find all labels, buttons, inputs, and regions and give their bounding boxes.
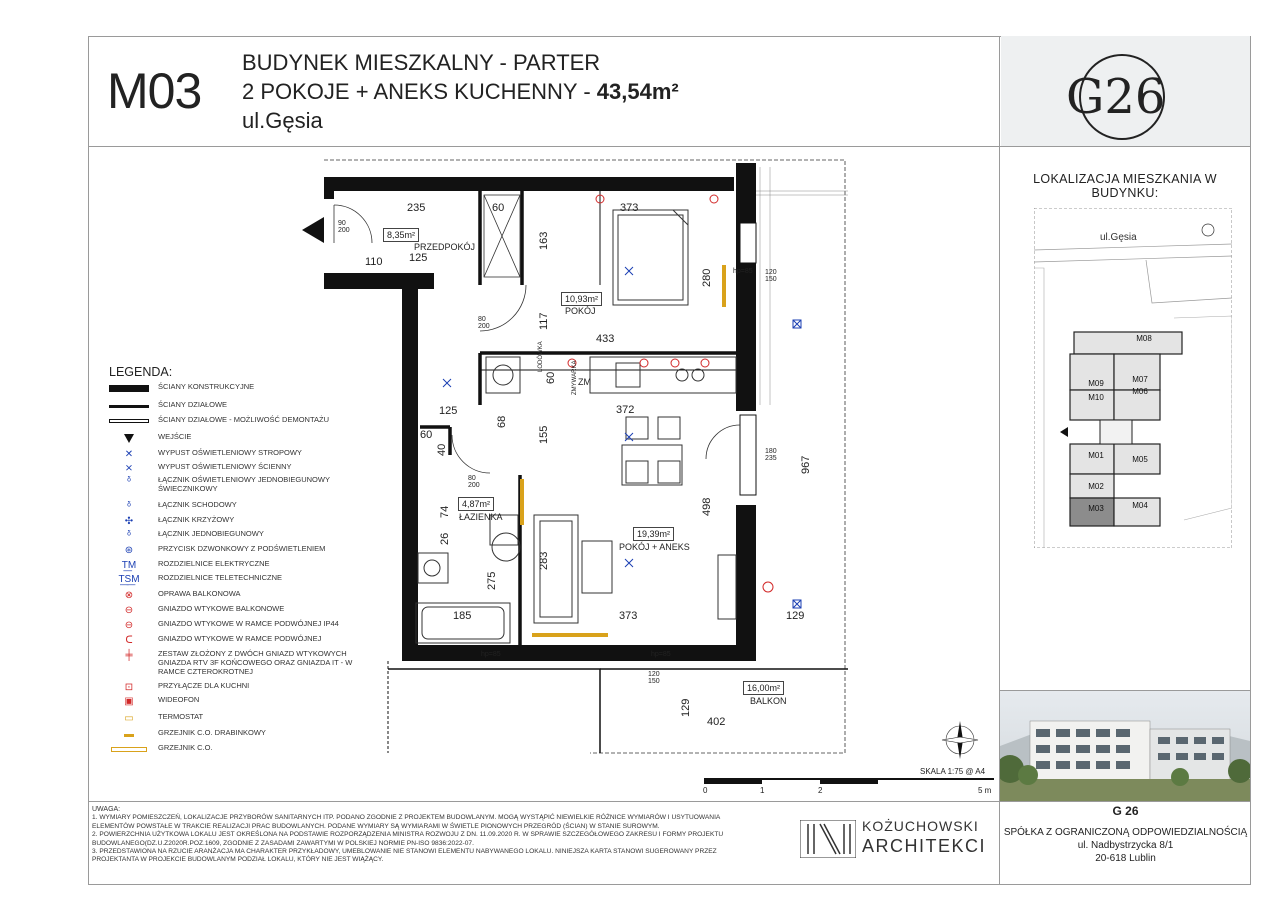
notes-line: 1. WYMIARY POMIESZCZEŃ, LOKALIZACJE PRZYBORÓW SANITARNYCH ITP. PODANO ZGODNIE Z PROJEKTEM BUDOWLANYM. MOGĄ WYSTĄPIĆ NIEWIELKIE RÓŻNICE WYMIARÓW I USYTUOWANIA [92,814,721,822]
unit-label-m06: M06 [1132,387,1148,396]
partition-walls [420,191,740,645]
thermostat-icon: ▭ [124,712,134,724]
building-render-image [1000,691,1250,801]
company-type: SPÓŁKA Z OGRANICZONĄ ODPOWIEDZIALNOŚCIĄ [1003,827,1248,838]
dim-40: 40 [436,443,448,456]
room-area-box: 10,93m² [561,292,602,306]
dim-967: 967 [800,455,812,474]
compass-rose [930,715,990,765]
socket-set-icon: ╪ [125,649,133,661]
dim-129-balcony: 129 [680,698,692,717]
company-city: 20-618 Lublin [1095,853,1156,864]
unit-label-m02: M02 [1088,482,1104,491]
balcony-name: BALKON [750,696,787,706]
architect-logo-mark [800,820,856,858]
room-name: POKÓJ [565,306,596,316]
scale-bar [704,778,996,786]
legend-label: ŁĄCZNIK KRZYŻOWY [158,515,235,524]
legend-label: GNIAZDO WTYKOWE W RAMCE PODWÓJNEJ [158,634,322,643]
socket-ip44-icon: ⊖ [124,619,134,631]
telecom-board-icon: T͟S͟M [118,573,140,585]
building-units [1070,332,1182,526]
dim-402: 402 [707,716,726,728]
unit-label-m04: M04 [1132,501,1148,510]
g26-logo [1040,45,1200,140]
ladder-radiator-icon: ▬ [124,728,134,740]
legend-label: GRZEJNIK C.O. DRABINKOWY [158,728,266,737]
dishwasher-label: ZMYWARKA [572,360,578,395]
door-swings [334,205,740,473]
dim-110: 110 [365,256,383,268]
footer-divider [88,801,1251,802]
bed [613,210,688,305]
removable-wall-icon [109,415,149,427]
legend-label: PRZYŁĄCZE DLA KUCHNI [158,681,250,690]
dim-163: 163 [538,231,550,250]
legend-label: OPRAWA BALKONOWA [158,589,241,598]
kitchen-connection-icon: ⊡ [124,681,134,693]
notes-line: 3. PRZEDSTAWIONA NA RZUCIE ARANŻACJA MA CHARAKTER PRZYKŁADOWY, UMEBLOWANIE NIE STANOWI ELEMENTU NABYWANEGO LOKALU. NINIEJSZA KARTA STANOWI SUGEROWANY PRZEZ [92,848,717,856]
window-120-150: 120 150 [765,269,777,283]
dining-table [622,417,682,485]
plan-entrance-marker [302,217,324,243]
legend-label: GRZEJNIK C.O. [158,743,213,752]
balcony-hatch [756,167,848,405]
unit-label-m05: M05 [1132,455,1148,464]
radiator-icon [109,743,149,755]
notes-line: PROJEKTANTA W PROJEKCIE BUDOWLANYM PODZIAŁ LOKALU, KTÓRY NIE JEST WIĄŻĄCY. [92,856,384,864]
dim-185: 185 [453,610,472,622]
architect-name-1: KOŻUCHOWSKI [862,818,979,834]
dim-280: 280 [701,268,713,287]
dim-125-kitchen: 125 [439,405,458,417]
hall-area-box: 8,35m² [383,228,419,242]
site-street-label: ul.Gęsia [1100,232,1137,243]
single-switch-icon: ᵟ [127,475,131,487]
dim-117: 117 [538,312,550,330]
header-divider [88,146,1251,147]
scale-tick-1: 1 [760,786,765,795]
company-block [1001,805,1250,865]
videophone-icon: ▣ [124,695,134,707]
site-entrance-marker [1060,427,1068,437]
dim-125-hall: 125 [409,252,428,264]
dim-373-living: 373 [619,610,638,622]
double-socket-icon: ᑕ [125,634,133,646]
balcony-socket-icon: ⊖ [124,604,134,616]
dim-60-closet: 60 [492,202,505,214]
structural-wall-icon [109,382,149,394]
location-site-plan [1034,208,1232,548]
legend-label: WYPUST OŚWIETLENIOWY STROPOWY [158,448,302,457]
notes-line: BUDOWLANEGO(DZ.U.Z2020R.POZ.1609, ZGODNIE Z ZASADAMI ZAWARTYMI W POLSKIEJ NORMIE PN-ISO 9836:2022-07. [92,839,474,847]
legend-label: ŁĄCZNIK JEDNOBIEGUNOWY [158,529,264,538]
bath-name: ŁAZIENKA [459,512,503,522]
dim-68: 68 [496,415,508,428]
scale-tick-0: 0 [703,786,708,795]
ceiling-light-x-icon: ✕ [124,448,134,460]
hp85-room: hp=85 [733,268,753,275]
location-title: LOKALIZACJA MIESZKANIA W BUDYNKU: [1033,172,1217,200]
tv-cabinet [718,555,736,619]
hp85-bath: hp=85 [481,651,501,658]
legend-label: ŁĄCZNIK OŚWIETLENIOWY JEDNOBIEGUNOWY ŚWIECZNIKOWY [158,475,330,493]
radiators [520,265,726,637]
legend-label: ŁĄCZNIK SCHODOWY [158,500,237,509]
dim-275: 275 [486,571,498,590]
dim-129-right: 129 [786,610,805,622]
dim-283: 283 [538,551,550,570]
unit-label-m10: M10 [1088,393,1104,402]
dim-74: 74 [439,505,451,518]
stair-core [1100,420,1132,444]
dim-235: 235 [407,202,426,214]
unit-block-m07 [1114,354,1160,390]
notes-line: 2. POWIERZCHNIA UŻYTKOWA LOKALU JEST OKREŚLONA NA PODSTAWIE ROZPORZĄDZENIA MINISTRA ROZWOJU Z DN. 11.09.2020 R. W SPRAWIE SZCZEGÓŁOWEGO ZAKRESU I FORMY PROJEKTU [92,831,724,839]
dim-373-room: 373 [620,202,639,214]
unit-block-m08 [1074,332,1182,354]
cross-switch-icon: ✣ [124,515,134,527]
legend-label: GNIAZDO WTYKOWE BALKONOWE [158,604,285,613]
door-80-200-room: 80 200 [478,316,490,330]
legend-label: WIDEOFON [158,695,200,704]
stair-switch-icon: ᵟ [127,500,131,512]
dim-372: 372 [616,404,635,416]
legend-label: TERMOSTAT [158,712,204,721]
legend-label: WEJŚCIE [158,432,192,441]
balcony-area-box: 16,00m² [743,681,784,695]
scale-tick-5m: 5 m [978,786,992,795]
dim-498: 498 [701,497,713,516]
dim-60-fridge: 60 [545,371,557,384]
balcony-light-icon: ⊗ [124,589,134,601]
wall-light-x-icon: ⨯ [124,462,134,474]
entrance-triangle-icon [109,432,149,444]
company-name: G 26 [1112,804,1139,818]
rooms-summary-text: 2 POKOJE + ANEKS KUCHENNY - [242,79,597,104]
dim-60-bath: 60 [420,429,433,441]
door-90-200-entry: 90 200 [338,220,350,234]
window-180-235: 180 235 [765,448,777,462]
legend-title: LEGENDA: [109,365,173,379]
apartment-code: M03 [107,63,202,119]
living-area-box: 19,39m² [633,527,674,541]
legend-label: ŚCIANY DZIAŁOWE [158,400,228,409]
single-pole-switch-icon: ᵟ [127,529,131,541]
legend-label: PRZYCISK DZWONKOWY Z PODŚWIETLENIEM [158,544,326,553]
rooms-summary [242,79,679,105]
coffee-table [582,541,612,593]
notes-block [92,806,782,865]
bell-button-icon: ⊛ [124,544,134,556]
company-street: ul. Nadbystrzycka 8/1 [1077,840,1174,851]
unit-label-m08: M08 [1136,334,1152,343]
fridge-label: LODÓWKA [538,341,544,372]
zm-label: ZM [578,377,591,387]
unit-label-m09: M09 [1088,379,1104,388]
street-name: ul.Gęsia [242,108,323,133]
hp85-living: hp=85 [651,651,671,658]
notes-title: UWAGA: [92,806,121,813]
legend-label: ROZDZIELNICE ELEKTRYCZNE [158,559,270,568]
dim-26: 26 [439,532,451,545]
notes-line: ELEMENTÓW POWSTAŁE W TRAKCIE REALIZACJI PRAC BUDOWLANYCH. PODANE WYMIARY SĄ WYMIARAMI W ŚWIETLE PIONOWYCH PRZEGRÓD (ŚCIAN) W STANIE SUROWYM. [92,822,660,830]
legend-label: WYPUST OŚWIETLENIOWY ŚCIENNY [158,462,292,471]
legend-label: GNIAZDO WTYKOWE W RAMCE PODWÓJNEJ IP44 [158,619,339,628]
building-floor-title: BUDYNEK MIESZKALNY - PARTER [242,50,601,75]
partition-wall-icon [109,400,149,412]
bathroom-fixtures [416,515,520,643]
hall-name: PRZEDPOKÓJ [414,242,476,252]
unit-label-m03: M03 [1088,504,1104,513]
legend-label: ROZDZIELNICE TELETECHNICZNE [158,573,283,582]
legend-label: ZESTAW ZŁOŻONY Z DWÓCH GNIAZD WTYKOWYCH GNIAZDA RTV 3F KOŃCOWEGO ORAZ GNIAZDA IT - W RAMCE CZTEROKROTNEJ [158,649,353,676]
scale-label: SKALA 1:75 @ A4 [920,767,986,776]
unit-label-m01: M01 [1088,451,1104,460]
dim-433: 433 [596,333,615,345]
electric-board-icon: T͟M [121,559,137,571]
scale-tick-2: 2 [818,786,823,795]
architect-name-2: ARCHITEKCI [862,836,987,856]
balcony-outline [388,661,848,753]
living-name: POKÓJ + ANEKS [619,542,690,552]
legend-label: ŚCIANY DZIAŁOWE - MOŻLIWOŚĆ DEMONTAŻU [158,415,329,424]
legend-label: ŚCIANY KONSTRUKCYJNE [158,382,255,391]
dim-155: 155 [538,425,550,444]
window-120-150-bottom: 120 150 [648,671,660,685]
total-area: 43,54m² [596,79,679,104]
door-80-200-bath: 80 200 [468,475,480,489]
kitchen-counter [486,357,736,393]
bath-area-box: 4,87m² [458,497,494,511]
unit-label-m07: M07 [1132,375,1148,384]
logo-text: G26 [1066,69,1166,125]
site-north-arrow [1202,224,1214,236]
